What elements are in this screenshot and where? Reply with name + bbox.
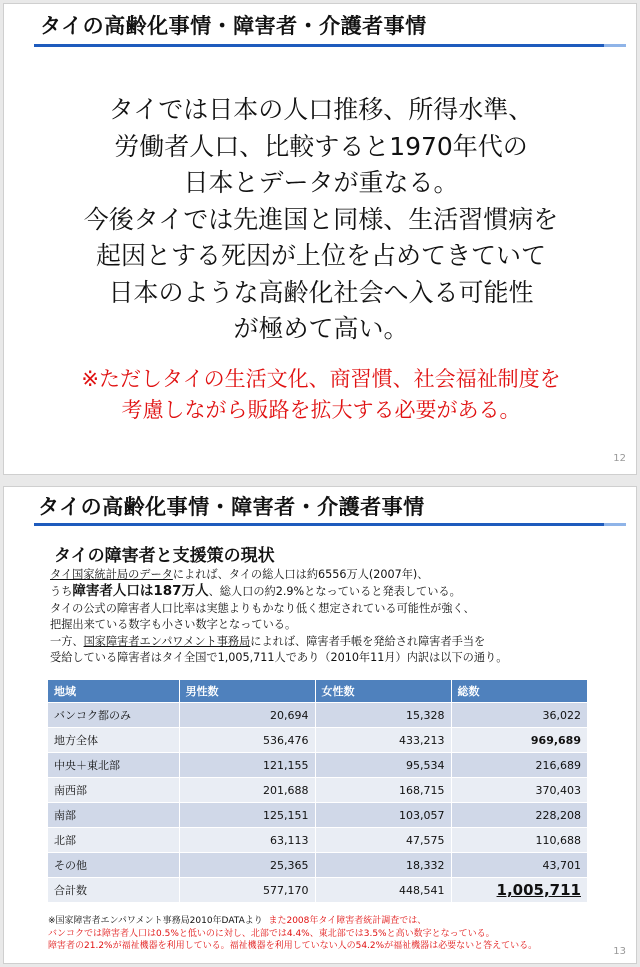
column-header-male: 男性数 [179,680,315,703]
statement-line: が極めて高い。 [233,314,409,343]
region-cell: 北部 [48,828,179,853]
footnote-source: ※国家障害者エンパワメント事務局2010年DATAより [48,916,263,926]
column-header-total: 総数 [451,680,588,703]
male-cell: 125,151 [179,803,315,828]
female-cell: 168,715 [315,778,451,803]
disability-table [48,680,588,902]
table-header-row [48,680,588,703]
total-cell: 110,688 [451,828,588,853]
table-row [48,753,588,778]
total-cell: 36,022 [451,703,588,728]
empowerment-office-link[interactable]: 国家障害者エンパワメント事務局 [83,634,251,648]
body-line [50,567,630,583]
region-cell: バンコク都のみ [48,703,179,728]
footnote-survey: また2008年タイ障害者統計調査では、 [268,916,427,926]
table-row-total [48,878,588,903]
body-text-span: によれば、タイの総人口は約6556万人(2007年)、 [172,568,429,581]
male-cell: 25,365 [179,853,315,878]
region-cell: 中央＋東北部 [48,753,179,778]
body-text-span: によれば、障害者手帳を発給され障害者手当を [250,634,486,648]
statement-line: 日本のような高齢化社会へ入る可能性 [108,277,534,307]
male-cell: 20,694 [179,703,315,728]
page-number: 12 [613,453,626,464]
table-row [48,728,588,753]
title-underline [34,523,604,526]
body-line [50,634,630,650]
table-row [48,803,588,828]
body-text-span: うち [50,585,73,599]
footnote-line: バンコクでは障害者人口は0.5%と低いのに対し、北部では4.4%、東北部では3.5%と高い数字となっている。 [48,928,495,939]
region-cell: 地方全体 [48,728,179,753]
male-cell: 536,476 [179,728,315,753]
male-cell: 121,155 [179,753,315,778]
body-line: 把握出来ている数字も小さい数字となっている。 [50,618,297,632]
region-cell: 南西部 [48,778,179,803]
female-cell: 18,332 [315,853,451,878]
title-underline [34,44,604,47]
table-row [48,853,588,878]
column-header-female: 女性数 [315,680,451,703]
statement-line: 起因とする死因が上位を占めてきていて [95,241,546,270]
footnote [48,915,618,953]
statistics-office-link[interactable]: タイ国家統計局のデータ [50,568,173,581]
total-cell: 969,689 [451,728,588,753]
caution-line: 考慮しながら販路を拡大する必要がある。 [121,398,521,422]
statement-line: 労働者人口、比較すると1970年代の [114,131,528,161]
female-cell: 47,575 [315,828,451,853]
main-statement [4,92,637,348]
statement-line: 今後タイでは先進国と同様、生活習慣病を [83,204,559,234]
caution-line: ※ただしタイの生活文化、商習慣、社会福祉制度を [81,367,561,391]
page-number: 13 [613,946,626,957]
body-text-span: 一方、 [50,634,84,648]
body-paragraph [50,567,630,666]
body-text-span: 、総人口の約2.9%となっていると発表している。 [208,585,461,599]
female-cell: 433,213 [315,728,451,753]
total-cell: 43,701 [451,853,588,878]
body-line [50,583,630,600]
statement-line: 日本とデータが重なる。 [183,168,459,197]
region-cell: その他 [48,853,179,878]
section-subtitle: タイの障害者と支援策の現状 [54,546,275,566]
total-cell: 370,403 [451,778,588,803]
region-cell: 南部 [48,803,179,828]
slide-title: タイの高齢化事情・障害者・介護者事情 [40,14,427,38]
grand-total-cell: 1,005,711 [451,878,588,903]
table-row [48,828,588,853]
female-cell: 15,328 [315,703,451,728]
male-cell: 201,688 [179,778,315,803]
table-row [48,778,588,803]
body-line: 受給している障害者はタイ全国で1,005,711人であり（2010年11月）内訳は以下の通り。 [50,651,508,665]
total-cell: 228,208 [451,803,588,828]
female-cell: 448,541 [315,878,451,903]
female-cell: 103,057 [315,803,451,828]
table-row [48,703,588,728]
column-header-region: 地域 [48,680,179,703]
slide-13 [3,486,637,964]
slide-title: タイの高齢化事情・障害者・介護者事情 [38,495,425,519]
caution-note [4,364,637,426]
footnote-line: 障害者の21.2%が福祉機器を利用している。福祉機器を利用していない人の54.2%が福祉機器は必要ないと答えている。 [48,941,538,951]
male-cell: 63,113 [179,828,315,853]
highlight-text: 障害者人口は187万人 [72,583,209,600]
footnote-line [48,915,618,928]
female-cell: 95,534 [315,753,451,778]
region-cell: 合計数 [48,878,179,903]
statement-line: タイでは日本の人口推移、所得水準、 [108,95,534,124]
slide-12 [3,3,637,475]
body-line: タイの公式の障害者人口比率は実態よりもかなり低く想定されている可能性が強く、 [50,601,475,615]
total-cell: 216,689 [451,753,588,778]
male-cell: 577,170 [179,878,315,903]
